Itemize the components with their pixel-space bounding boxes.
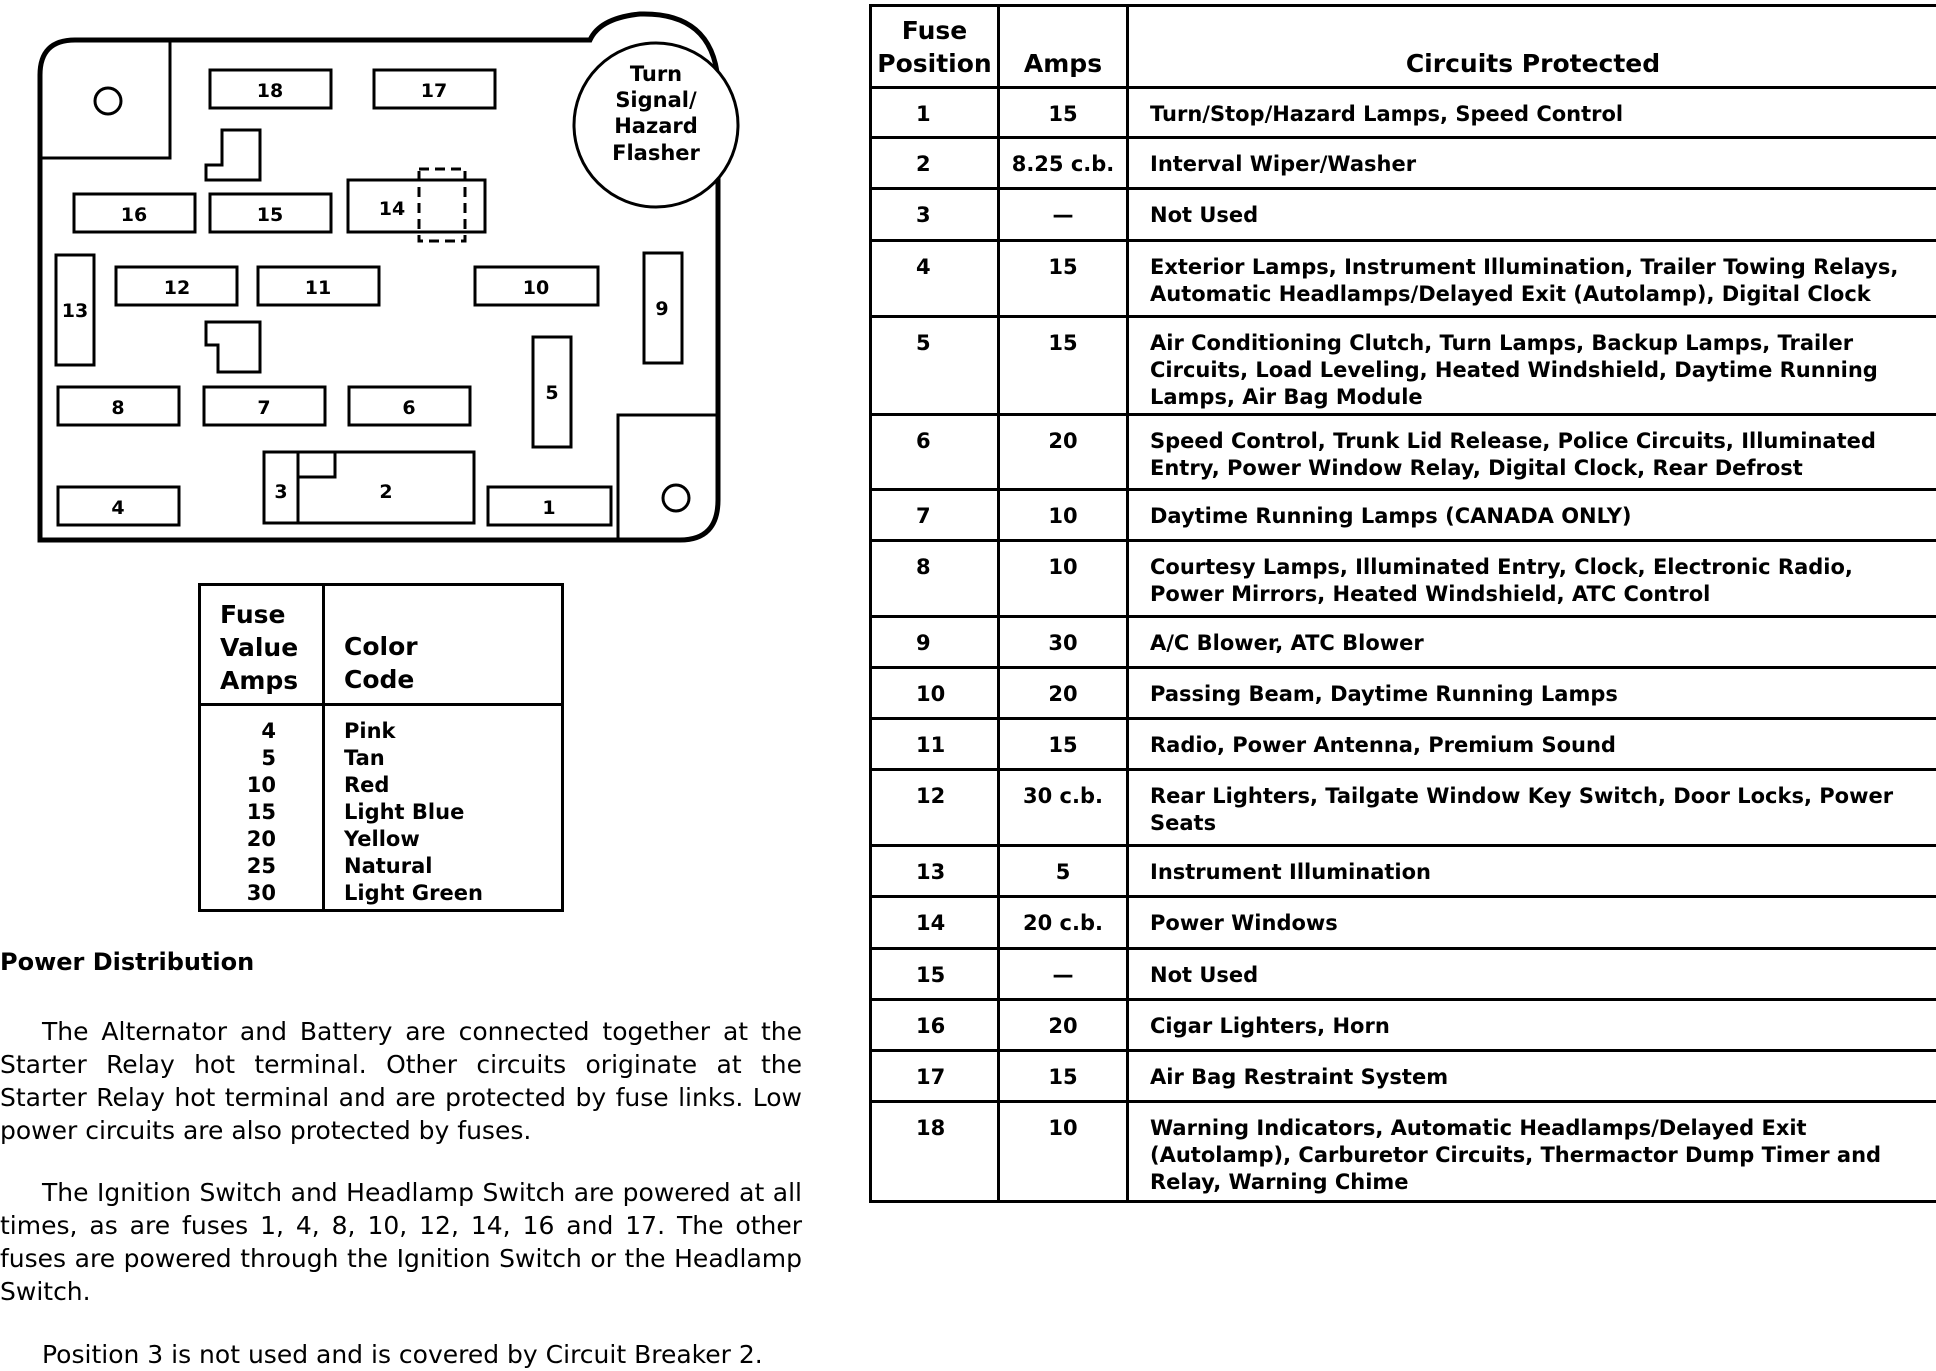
fuse-position: 3: [871, 189, 999, 241]
color-value: Yellow: [344, 826, 561, 853]
fuse-circuits: Passing Beam, Daytime Running Lamps: [1128, 668, 1936, 719]
fuse-label-9: 9: [655, 298, 668, 320]
fuse-amps: 15: [999, 317, 1128, 415]
header-fuse-position: [871, 6, 999, 88]
fuse-label-8: 8: [111, 397, 124, 419]
fuse-circuits: Warning Indicators, Automatic Headlamps/Delayed Exit (Autolamp), Carburetor Circuits, Thermactor Dump Timer and Relay, Warning Chime: [1128, 1102, 1936, 1202]
header-amps: Amps: [999, 6, 1128, 88]
header-line: Position: [872, 47, 997, 80]
table-row: [871, 770, 1936, 846]
table-row: [871, 1051, 1936, 1102]
fuse-amps: 10: [999, 541, 1128, 617]
fuse-label-14: 14: [379, 198, 405, 220]
fuse-label-5: 5: [545, 382, 558, 404]
table-row: [871, 1000, 1936, 1051]
table-row: [871, 415, 1936, 490]
fuse-label-16: 16: [121, 204, 147, 226]
fuse-circuits: A/C Blower, ATC Blower: [1128, 617, 1936, 668]
fuse-amps: 20: [999, 415, 1128, 490]
fuse-label-12: 12: [164, 277, 190, 299]
fuse-amps: 30: [999, 617, 1128, 668]
fuse-position: 5: [871, 317, 999, 415]
color-value: Light Blue: [344, 799, 561, 826]
table-row: [871, 719, 1936, 770]
color-table-amps-column: [201, 706, 325, 912]
fuse-color-code-table: [198, 583, 564, 912]
fuse-position: 9: [871, 617, 999, 668]
table-row: [871, 138, 1936, 189]
fuse-position: 7: [871, 490, 999, 541]
fuse-label-6: 6: [402, 397, 415, 419]
table-row: [871, 490, 1936, 541]
fuse-label-13: 13: [62, 300, 88, 322]
fuse-amps: 10: [999, 1102, 1128, 1202]
power-paragraph: The Ignition Switch and Headlamp Switch are powered at all times, as are fuses 1, 4, 8, 10, 12, 14, 16 and 17. The other fuses are powered through the Ignition Switch or the Headlamp Switch.: [0, 1176, 802, 1308]
fuse-amps: 5: [999, 846, 1128, 897]
fuse-label-7: 7: [257, 397, 270, 419]
color-value: Natural: [344, 853, 561, 880]
power-paragraph: Position 3 is not used and is covered by Circuit Breaker 2.: [0, 1338, 802, 1371]
fuse-label-18: 18: [257, 80, 283, 102]
header-line: Code: [344, 663, 561, 696]
fuse-label-2: 2: [379, 481, 392, 503]
fuse-circuits: Courtesy Lamps, Illuminated Entry, Clock, Electronic Radio, Power Mirrors, Heated Windshield, ATC Control: [1128, 541, 1936, 617]
header-line: Fuse: [872, 14, 997, 47]
fuse-amps: 20: [999, 668, 1128, 719]
fuse-label-15: 15: [257, 204, 283, 226]
color-table-color-column: [325, 706, 561, 912]
fuse-amps: 10: [999, 490, 1128, 541]
color-table-header-amps: [201, 586, 325, 703]
fuse-label-1: 1: [542, 497, 555, 519]
fuse-amps: 15: [999, 719, 1128, 770]
fuse-label-10: 10: [523, 277, 549, 299]
table-row: [871, 241, 1936, 317]
fuse-circuits: Interval Wiper/Washer: [1128, 138, 1936, 189]
amps-value: 10: [201, 772, 322, 799]
table-row: [871, 617, 1936, 668]
flasher-label-line: Turn: [630, 62, 682, 86]
flasher-label-line: Flasher: [612, 141, 700, 165]
fuse-table-header-row: [871, 6, 1936, 88]
fuse-position: 14: [871, 897, 999, 949]
amps-value: 25: [201, 853, 322, 880]
color-value: Pink: [344, 718, 561, 745]
fuse-position: 10: [871, 668, 999, 719]
fuse-position: 13: [871, 846, 999, 897]
fuse-amps: 20: [999, 1000, 1128, 1051]
fuse-amps: 30 c.b.: [999, 770, 1128, 846]
mount-corner-top-left: [42, 42, 170, 158]
relay-socket: [206, 322, 260, 372]
flasher-label-line: Signal/: [615, 88, 697, 112]
header-line: Value: [220, 631, 322, 664]
fuse-circuits: Daytime Running Lamps (CANADA ONLY): [1128, 490, 1936, 541]
color-value: Light Green: [344, 880, 561, 907]
fuse-amps: 15: [999, 1051, 1128, 1102]
table-row: [871, 541, 1936, 617]
color-value: Tan: [344, 745, 561, 772]
fuse-circuits: Not Used: [1128, 189, 1936, 241]
fuse-label-3: 3: [274, 481, 287, 503]
color-table-body: [201, 706, 561, 912]
power-distribution-heading: Power Distribution: [0, 948, 254, 976]
table-row: [871, 317, 1936, 415]
fuse-position: 11: [871, 719, 999, 770]
mount-hole-top-left: [95, 88, 121, 114]
header-circuits-protected: Circuits Protected: [1128, 6, 1936, 88]
amps-value: 30: [201, 880, 322, 907]
fuse-amps: 20 c.b.: [999, 897, 1128, 949]
fuse-label-17: 17: [421, 80, 447, 102]
flasher-label-line: Hazard: [614, 114, 698, 138]
fuse-circuits: Not Used: [1128, 949, 1936, 1000]
header-line: Color: [344, 630, 561, 663]
amps-value: 4: [201, 718, 322, 745]
fuse-circuits: Speed Control, Trunk Lid Release, Police Circuits, Illuminated Entry, Power Window Relay, Digital Clock, Rear Defrost: [1128, 415, 1936, 490]
fuse-circuits: Power Windows: [1128, 897, 1936, 949]
fuse-position: 4: [871, 241, 999, 317]
color-table-header-color: [325, 586, 561, 703]
amps-value: 15: [201, 799, 322, 826]
fuse-circuits: Exterior Lamps, Instrument Illumination, Trailer Towing Relays, Automatic Headlamps/Delayed Exit (Autolamp), Digital Clock: [1128, 241, 1936, 317]
color-table-header: [201, 586, 561, 706]
amps-value: 5: [201, 745, 322, 772]
table-row: [871, 189, 1936, 241]
fuse-box-diagram: [0, 0, 740, 560]
fuse-amps: 8.25 c.b.: [999, 138, 1128, 189]
fuse-circuits: Radio, Power Antenna, Premium Sound: [1128, 719, 1936, 770]
fuse-position: 16: [871, 1000, 999, 1051]
table-row: [871, 668, 1936, 719]
fuse-label-11: 11: [305, 277, 331, 299]
mount-hole-bottom-right: [663, 485, 689, 511]
fuse-position: 6: [871, 415, 999, 490]
fuse-circuits: Air Bag Restraint System: [1128, 1051, 1936, 1102]
fuse-position: 8: [871, 541, 999, 617]
fuse-circuits: Cigar Lighters, Horn: [1128, 1000, 1936, 1051]
table-row: [871, 897, 1936, 949]
fuse-amps: 15: [999, 88, 1128, 138]
fuse-amps: —: [999, 949, 1128, 1000]
power-paragraph: The Alternator and Battery are connected together at the Starter Relay hot terminal. Other circuits originate at the Starter Relay hot terminal and are protected by fuse links. Low power circuits are also protected by fuses.: [0, 1015, 802, 1147]
fuse-circuits: Air Conditioning Clutch, Turn Lamps, Backup Lamps, Trailer Circuits, Load Leveling, Heated Windshield, Daytime Running Lamps, Air Bag Module: [1128, 317, 1936, 415]
fuse-position: 18: [871, 1102, 999, 1202]
fuse-position: 15: [871, 949, 999, 1000]
table-row: [871, 88, 1936, 138]
fuse-circuits: Rear Lighters, Tailgate Window Key Switch, Door Locks, Power Seats: [1128, 770, 1936, 846]
fuse-amps: —: [999, 189, 1128, 241]
mount-corner-bottom-right: [618, 415, 716, 538]
fuse-position: 12: [871, 770, 999, 846]
color-value: Red: [344, 772, 561, 799]
relay-socket: [206, 130, 260, 180]
fuse-circuits: Instrument Illumination: [1128, 846, 1936, 897]
fuse-position: 2: [871, 138, 999, 189]
fuse-position: 1: [871, 88, 999, 138]
amps-value: 20: [201, 826, 322, 853]
header-line: Amps: [220, 664, 322, 697]
table-row: [871, 1102, 1936, 1202]
fuse-amps: 15: [999, 241, 1128, 317]
fuse-position: 17: [871, 1051, 999, 1102]
fuse-position-table: [869, 4, 1936, 1203]
table-row: [871, 949, 1936, 1000]
fuse-circuits: Turn/Stop/Hazard Lamps, Speed Control: [1128, 88, 1936, 138]
header-line: Fuse: [220, 598, 322, 631]
fuse-label-4: 4: [111, 497, 124, 519]
table-row: [871, 846, 1936, 897]
